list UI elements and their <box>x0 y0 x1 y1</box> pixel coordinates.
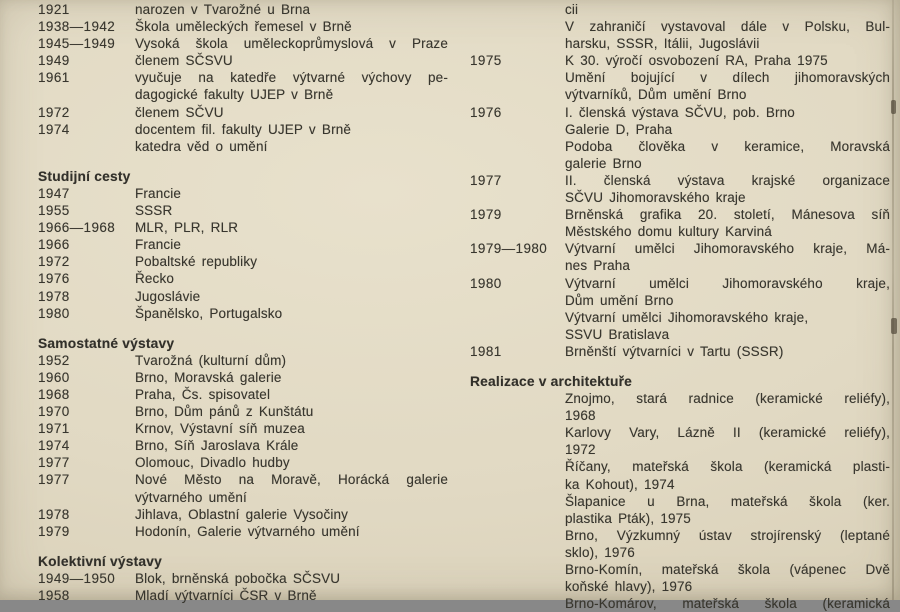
timeline-row <box>470 527 890 561</box>
timeline-row <box>38 352 448 369</box>
scan-artifact <box>891 318 897 334</box>
entry-line: 1972 <box>565 442 596 458</box>
year-label <box>470 390 565 424</box>
timeline-row <box>38 121 448 155</box>
year-label <box>470 424 565 458</box>
entry-text <box>135 121 448 155</box>
year-label: 1979—1980 <box>470 241 548 257</box>
entry-line: MLR, PLR, RLR <box>135 220 239 236</box>
timeline-row <box>470 595 890 612</box>
timeline-row <box>38 523 448 540</box>
timeline-row <box>38 386 448 403</box>
entry-line: Mladí výtvarníci ČSR v Brně <box>135 588 317 603</box>
entry-line: Výtvarní umělci Jihomoravského kraje, <box>565 309 809 325</box>
entry-line: II. členská výstava krajské organizace <box>565 172 890 188</box>
entry-text <box>565 527 890 561</box>
timeline-row <box>38 506 448 523</box>
year-label: 1980 <box>470 275 502 291</box>
entry-text <box>135 305 448 322</box>
timeline-row <box>38 35 448 52</box>
timeline-row <box>38 471 448 505</box>
year-label: 1968 <box>38 386 70 402</box>
entry-line: Brněnská grafika 20. století, Mánesova síň <box>565 207 890 223</box>
entry-text <box>565 595 890 612</box>
entry-line: Městského domu kultury Karviná <box>565 224 772 240</box>
year-label <box>470 18 565 52</box>
entry-line: Pobaltské republiky <box>135 254 258 270</box>
entry-text <box>565 458 890 492</box>
entry-line: Výtvarní umělci Jihomoravského kraje, Má- <box>565 241 890 257</box>
year-label: 1978 <box>38 288 70 304</box>
entry-text <box>565 1 890 18</box>
entry-text <box>135 523 448 540</box>
entry-line: Výtvarní umělci Jihomoravského kraje, <box>565 275 890 291</box>
entry-text <box>565 240 890 274</box>
timeline-row <box>38 236 448 253</box>
year-label <box>470 458 565 492</box>
entry-text <box>135 202 448 219</box>
timeline-row <box>38 403 448 420</box>
timeline-row <box>38 253 448 270</box>
entry-line: Galerie D, Praha <box>565 121 673 137</box>
entry-text <box>135 1 448 18</box>
entry-line: 1968 <box>565 408 596 424</box>
timeline-row <box>470 458 890 492</box>
entry-text <box>135 386 448 403</box>
timeline-row <box>38 185 448 202</box>
entry-line: Jugoslávie <box>135 288 201 304</box>
timeline-row <box>38 288 448 305</box>
year-label: 1938—1942 <box>38 19 116 35</box>
year-label: 1977 <box>38 455 70 471</box>
timeline-row <box>470 343 890 360</box>
entry-text <box>135 185 448 202</box>
year-label: 1949—1950 <box>38 570 116 586</box>
entry-line: Jihlava, Oblastní galerie Vysočiny <box>135 506 349 522</box>
year-label: 1952 <box>38 352 70 368</box>
timeline-row <box>470 424 890 458</box>
entry-text <box>135 437 448 454</box>
timeline-row <box>38 18 448 35</box>
year-label: 1976 <box>38 271 70 287</box>
timeline-row <box>38 587 448 604</box>
entry-line: Dům umění Brno <box>565 292 674 308</box>
scan-artifact <box>891 100 896 114</box>
timeline-row <box>38 104 448 121</box>
entry-text <box>135 471 448 505</box>
timeline-row <box>470 561 890 595</box>
entry-line: Škola uměleckých řemesel v Brně <box>135 19 352 35</box>
entry-line: dagogické fakulty UJEP v Brně <box>135 87 334 103</box>
entry-text <box>565 172 890 206</box>
entry-line: katedra věd o umění <box>135 138 268 154</box>
entry-line: Brno-Komárov, mateřská škola (keramická <box>565 596 890 612</box>
year-label: 1974 <box>38 438 70 454</box>
right-column <box>470 1 890 612</box>
entry-text <box>565 343 890 360</box>
year-label: 1976 <box>470 104 502 120</box>
timeline-row <box>470 104 890 172</box>
timeline-row <box>38 69 448 103</box>
entry-text <box>135 236 448 253</box>
entry-line: Španělsko, Portugalsko <box>135 305 283 321</box>
entry-text <box>565 206 890 240</box>
year-label: 1961 <box>38 70 70 86</box>
entry-line: Brněnští výtvarníci v Tartu (SSSR) <box>565 343 784 359</box>
entry-text <box>135 420 448 437</box>
timeline-row <box>38 305 448 322</box>
timeline-row <box>38 52 448 69</box>
entry-line: Blok, brněnská pobočka SČSVU <box>135 570 341 586</box>
entry-text <box>135 587 448 604</box>
year-label: 1960 <box>38 369 70 385</box>
year-label: 1958 <box>38 588 70 603</box>
entry-line: výtvarníků, Dům umění Brno <box>565 87 747 103</box>
entry-line: členem SČVU <box>135 104 224 120</box>
entry-line: Říčany, mateřská škola (keramická plasti- <box>565 459 890 475</box>
entry-line: Brno, Síň Jaroslava Krále <box>135 438 299 454</box>
entry-line: SČVU Jihomoravského kraje <box>565 190 746 206</box>
entry-text <box>565 424 890 458</box>
year-label <box>470 595 565 612</box>
entry-line: Brno, Moravská galerie <box>135 369 282 385</box>
entry-text <box>565 493 890 527</box>
entry-line: harsku, SSSR, Itálii, Jugoslávii <box>565 36 760 52</box>
timeline-row <box>38 369 448 386</box>
entry-line: Umění bojující v dílech jihomoravských <box>565 70 890 86</box>
entry-text <box>135 270 448 287</box>
year-label: 1966—1968 <box>38 220 116 236</box>
section-heading: Realizace v architektuře <box>470 373 633 389</box>
entry-line: Karlovy Vary, Lázně II (keramické reliéfy), <box>565 425 890 441</box>
entry-line: V zahraničí vystavoval dále v Polsku, Bul- <box>565 19 890 35</box>
entry-line: plastika Pták), 1975 <box>565 510 691 526</box>
timeline-row <box>38 219 448 236</box>
year-label: 1971 <box>38 421 70 437</box>
year-label: 1981 <box>470 343 502 359</box>
entry-text <box>135 369 448 386</box>
entry-line: K 30. výročí osvobození RA, Praha 1975 <box>565 53 828 69</box>
year-label: 1966 <box>38 237 70 253</box>
timeline-row <box>470 206 890 240</box>
year-label: 1921 <box>38 2 70 17</box>
entry-line: Hodonín, Galerie výtvarného umění <box>135 523 360 539</box>
entry-text <box>135 219 448 236</box>
entry-text <box>135 506 448 523</box>
timeline-row <box>38 202 448 219</box>
timeline-row <box>470 1 890 18</box>
year-label: 1972 <box>38 104 70 120</box>
year-label <box>470 1 565 18</box>
year-label: 1972 <box>38 254 70 270</box>
timeline-row <box>470 493 890 527</box>
year-label: 1970 <box>38 404 70 420</box>
entry-line: Brno, Výzkumný ústav strojírenský (leptané <box>565 527 890 543</box>
entry-line: Francie <box>135 237 182 253</box>
year-label: 1955 <box>38 203 70 219</box>
timeline-row <box>38 420 448 437</box>
entry-line: nes Praha <box>565 258 631 274</box>
entry-text <box>135 253 448 270</box>
entry-line: ka Kohout), 1974 <box>565 476 675 492</box>
entry-line: Brno, Dům pánů z Kunštátu <box>135 404 314 420</box>
year-label <box>470 493 565 527</box>
timeline-row <box>470 275 890 343</box>
year-label: 1977 <box>470 172 502 188</box>
entry-line: Nové Město na Moravě, Horácká galerie <box>135 472 448 488</box>
timeline-row <box>38 570 448 587</box>
entry-line: Tvarožná (kulturní dům) <box>135 352 287 368</box>
year-label <box>470 561 565 595</box>
entry-line: výtvarného umění <box>135 489 247 505</box>
entry-line: Šlapanice u Brna, mateřská škola (ker. <box>565 493 890 509</box>
entry-text <box>565 390 890 424</box>
entry-text <box>135 69 448 103</box>
timeline-row <box>470 172 890 206</box>
year-label: 1979 <box>470 207 502 223</box>
entry-text <box>135 35 448 52</box>
entry-text <box>135 454 448 471</box>
entry-line: Francie <box>135 185 182 201</box>
year-label: 1947 <box>38 185 70 201</box>
timeline-row <box>470 240 890 274</box>
timeline-row <box>470 18 890 52</box>
entry-text <box>565 104 890 172</box>
page-edge-crease <box>892 0 894 600</box>
entry-line: I. členská výstava SČVU, pob. Brno <box>565 104 795 120</box>
entry-line: cii <box>565 2 579 17</box>
entry-line: koňské hlavy), 1976 <box>565 579 693 595</box>
entry-line: Praha, Čs. spisovatel <box>135 386 271 402</box>
section-heading: Studijní cesty <box>38 168 131 184</box>
year-label <box>470 527 565 561</box>
entry-text <box>135 352 448 369</box>
entry-text <box>565 18 890 52</box>
entry-line: SSSR <box>135 203 173 219</box>
year-label: 1975 <box>470 53 502 69</box>
entry-line: docentem fil. fakulty UJEP v Brně <box>135 121 352 137</box>
timeline-row <box>470 390 890 424</box>
timeline-row <box>470 52 890 103</box>
year-label: 1945—1949 <box>38 36 116 52</box>
entry-line: sklo), 1976 <box>565 544 635 560</box>
entry-text <box>565 275 890 343</box>
entry-line: Vysoká škola uměleckoprůmyslová v Praze <box>135 36 448 52</box>
entry-line: Olomouc, Divadlo hudby <box>135 455 290 471</box>
year-label: 1977 <box>38 472 70 488</box>
timeline-row <box>38 1 448 18</box>
entry-text <box>135 288 448 305</box>
year-label: 1978 <box>38 506 70 522</box>
entry-text <box>135 570 448 587</box>
year-label: 1979 <box>38 523 70 539</box>
timeline-row <box>38 437 448 454</box>
section-heading: Kolektivní výstavy <box>38 553 162 569</box>
entry-line: Znojmo, stará radnice (keramické reliéfy), <box>565 391 890 407</box>
timeline-row <box>38 270 448 287</box>
left-column <box>38 1 448 604</box>
entry-text <box>135 18 448 35</box>
year-label: 1980 <box>38 305 70 321</box>
entry-text <box>135 403 448 420</box>
year-label: 1974 <box>38 121 70 137</box>
entry-text <box>565 52 890 103</box>
year-label: 1949 <box>38 53 70 69</box>
entry-line: narozen v Tvarožné u Brna <box>135 2 311 17</box>
entry-line: Brno-Komín, mateřská škola (vápenec Dvě <box>565 562 890 577</box>
entry-text <box>135 52 448 69</box>
entry-line: Krnov, Výstavní síň muzea <box>135 421 305 437</box>
section-heading: Samostatné výstavy <box>38 335 175 351</box>
entry-text <box>135 104 448 121</box>
entry-text <box>565 561 890 595</box>
entry-line: vyučuje na katedře výtvarné výchovy pe- <box>135 70 448 86</box>
entry-line: galerie Brno <box>565 155 642 171</box>
entry-line: členem SČSVU <box>135 53 233 69</box>
entry-line: Podoba člověka v keramice, Moravská <box>565 138 890 154</box>
entry-line: Řecko <box>135 271 175 287</box>
timeline-row <box>38 454 448 471</box>
entry-line: SSVU Bratislava <box>565 326 670 342</box>
